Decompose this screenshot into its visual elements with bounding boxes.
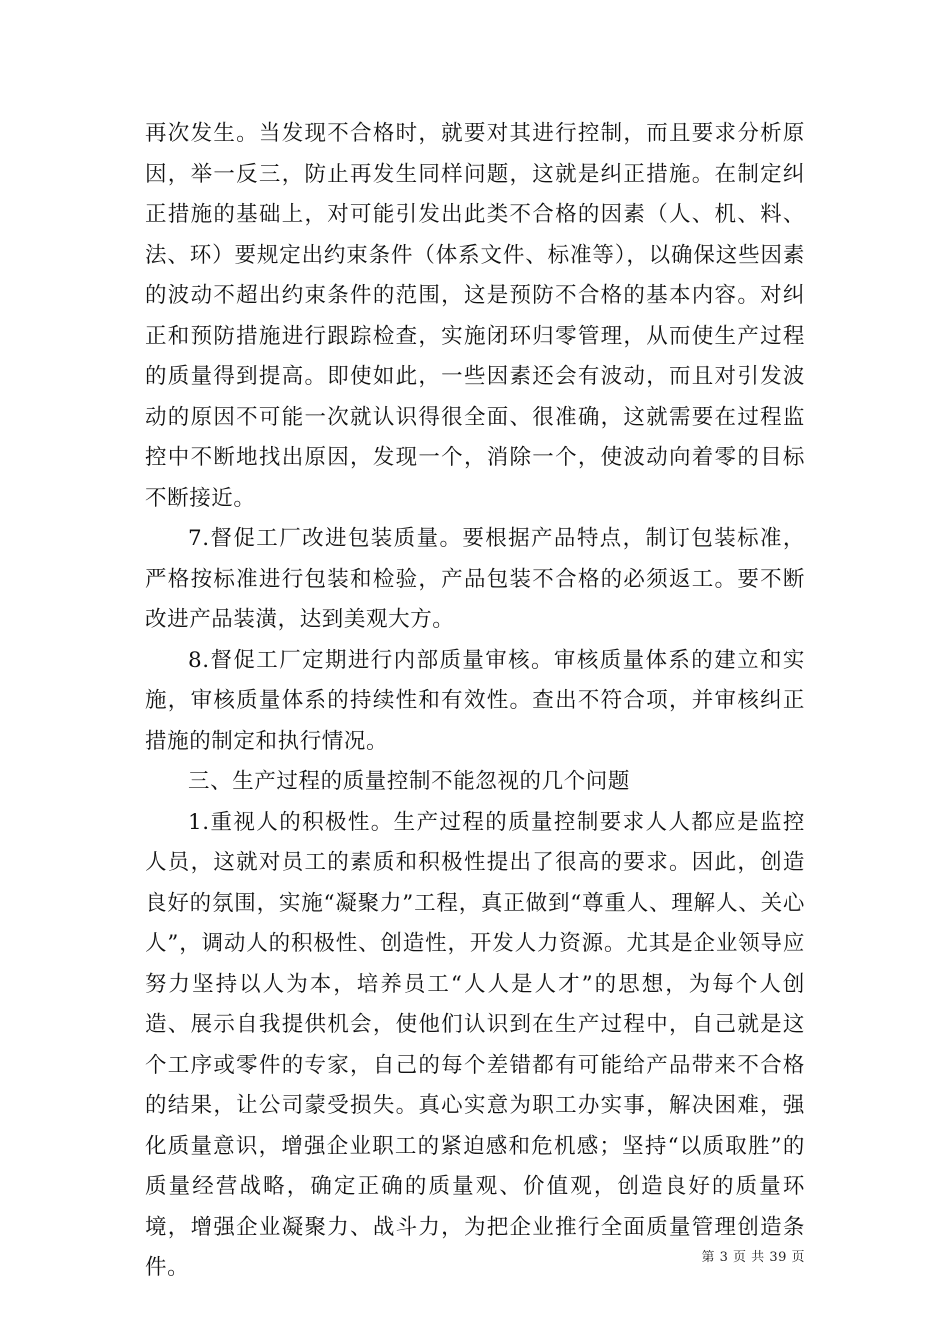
section-heading-3: 三、生产过程的质量控制不能忽视的几个问题 — [188, 769, 631, 794]
paragraph-item-7: 7.督促工厂改进包装质量。要根据产品特点，制订包装标准，严格按标准进行包装和检验，产品包装不合格的必须返工。要不断改进产品装潢，达到美观大方。 — [145, 526, 805, 632]
page-number: 第 3 页 共 39 页 — [701, 1250, 805, 1265]
paragraph-continuation: 再次发生。当发现不合格时，就要对其进行控制，而且要求分析原因，举一反三，防止再发生同样问题，这就是纠正措施。在制定纠正措施的基础上，对可能引发出此类不合格的因素（人、机、料、法、环）要规定出约束条件（体系文件、标准等），以确保这些因素的波动不超出约束条件的范围，这是预防不合格的基本内容。对纠正和预防措施进行跟踪检查，实施闭环归零管理，从而使生产过程的质量得到提高。即使如此，一些因素还会有波动，而且对引发波动的原因不可能一次就认识得很全面、很准确，这就需要在过程监控中不断地找出原因，发现一个，消除一个，使波动向着零的目标不断接近。 — [145, 121, 805, 511]
body-text — [145, 114, 805, 1289]
paragraph-item-1: 1.重视人的积极性。生产过程的质量控制要求人人都应是监控人员，这就对员工的素质和积极性提出了很高的要求。因此，创造良好的氛围，实施“凝聚力”工程，真正做到“尊重人、理解人、关心人”，调动人的积极性、创造性，开发人力资源。尤其是企业领导应努力坚持以人为本，培养员工“人人是人才”的思想，为每个人创造、展示自我提供机会，使他们认识到在生产过程中，自己就是这个工序或零件的专家，自己的每个差错都有可能给产品带来不合格的结果，让公司蒙受损失。真心实意为职工办实事，解决困难，强化质量意识，增强企业职工的紧迫感和危机感；坚持“以质取胜”的质量经营战略，确定正确的质量观、价值观，创造良好的质量环境，增强企业凝聚力、战斗力，为把企业推行全面质量管理创造条件。 — [145, 809, 805, 1280]
paragraph-item-8: 8.督促工厂定期进行内部质量审核。审核质量体系的建立和实施，审核质量体系的持续性和有效性。查出不符合项，并审核纠正措施的制定和执行情况。 — [145, 647, 805, 754]
